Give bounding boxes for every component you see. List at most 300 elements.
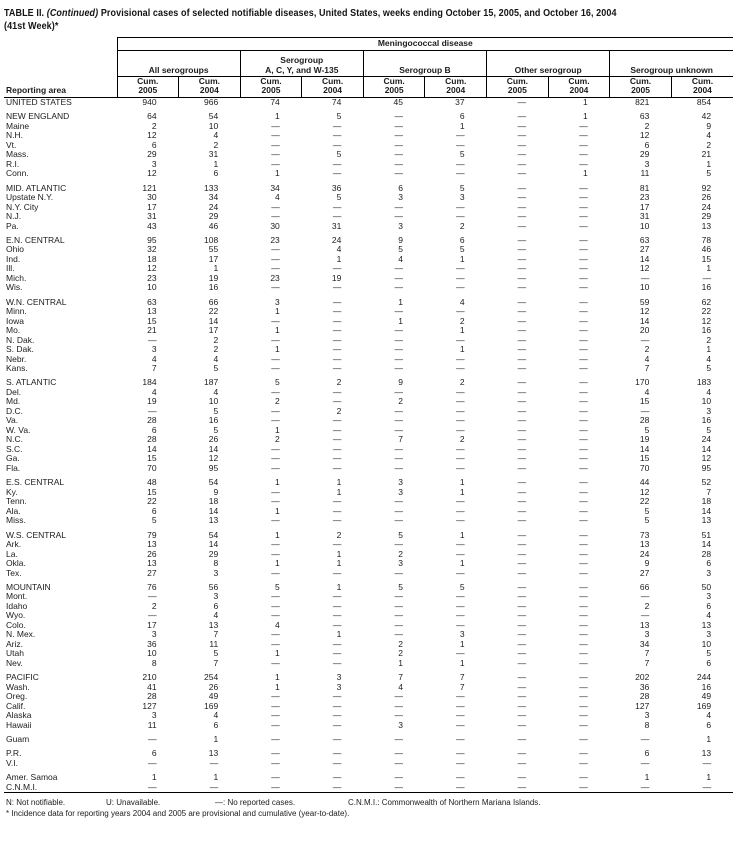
footnote-incidence-note: * Incidence data for reporting years 2004 and 2005 are provisional and cumulative (year-to-date). <box>6 808 350 818</box>
value-cell: — <box>456 539 465 550</box>
value-cell: 9 <box>213 486 219 497</box>
value-cell: — <box>394 619 403 630</box>
value-cell: — <box>332 462 342 473</box>
value-cell: 169 <box>696 700 712 711</box>
value-cell: 2 <box>213 334 219 345</box>
reporting-area-cell: Wyo. <box>6 610 26 621</box>
table-row <box>4 307 733 317</box>
value-cell: 18 <box>208 496 219 507</box>
value-cell: 3 <box>398 486 403 497</box>
value-cell: — <box>517 415 527 426</box>
column-header-cum <box>548 77 610 98</box>
value-cell: 3 <box>336 681 342 692</box>
value-cell: 13 <box>147 558 157 569</box>
value-cell: — <box>456 139 465 150</box>
value-cell: 2 <box>398 648 403 659</box>
value-cell: — <box>456 610 465 621</box>
value-cell: 2 <box>706 139 712 150</box>
value-cell: 1 <box>706 344 712 355</box>
value-cell: 5 <box>644 515 650 526</box>
value-cell: — <box>332 211 342 222</box>
value-cell: 17 <box>208 253 219 264</box>
value-cell: 10 <box>147 648 157 659</box>
table-row <box>4 160 733 170</box>
value-cell: 5 <box>213 363 219 374</box>
value-cell: — <box>456 405 465 416</box>
value-cell: 821 <box>635 97 650 107</box>
reporting-area-cell: Pa. <box>6 220 19 231</box>
value-cell: 16 <box>701 681 712 692</box>
value-cell: 21 <box>701 149 712 160</box>
value-cell: — <box>394 353 403 364</box>
table-row <box>4 497 733 507</box>
reporting-area-cell: Ind. <box>6 253 21 264</box>
group-header-serogroup-acyw135 <box>240 51 363 77</box>
value-cell: — <box>579 306 588 317</box>
value-cell: 16 <box>208 282 219 293</box>
value-cell: 11 <box>640 168 650 179</box>
table-title-week: (41st Week)* <box>4 21 59 32</box>
value-cell: 1 <box>706 263 712 274</box>
value-cell: — <box>148 757 157 768</box>
value-cell: 1 <box>213 158 219 169</box>
value-cell: — <box>517 296 527 307</box>
table-section <box>4 98 733 108</box>
table-row <box>4 759 733 769</box>
value-cell: 12 <box>639 130 650 141</box>
table-title-text: Provisional cases of selected notifiable diseases, United States, weeks ending October 15, 2005, and October 16, 2004 <box>100 8 617 19</box>
value-cell: — <box>271 710 280 721</box>
value-cell: 6 <box>644 748 650 759</box>
value-cell: — <box>332 130 342 141</box>
value-cell: — <box>148 334 157 345</box>
value-cell: 54 <box>208 111 219 122</box>
value-cell: — <box>517 672 527 683</box>
value-cell: — <box>271 244 280 255</box>
table-row <box>4 298 733 308</box>
value-cell: 13 <box>147 306 157 317</box>
value-cell: 8 <box>644 719 650 730</box>
value-cell: — <box>332 315 342 326</box>
value-cell: 1 <box>275 168 280 179</box>
value-cell: 2 <box>706 334 712 345</box>
value-cell: — <box>394 363 403 374</box>
value-cell: — <box>456 424 465 435</box>
footnote-not-notifiable: N: Not notifiable. <box>6 797 66 807</box>
value-cell: 4 <box>213 710 219 721</box>
reporting-area-cell: R.I. <box>6 158 20 169</box>
reporting-area-cell: Oreg. <box>6 691 28 702</box>
value-cell: — <box>209 781 219 792</box>
value-cell: — <box>517 130 527 141</box>
reporting-area-cell: Ohio <box>6 244 24 255</box>
table-row <box>4 611 733 621</box>
value-cell: 10 <box>639 220 650 231</box>
value-cell: 49 <box>208 691 219 702</box>
value-cell: 24 <box>639 548 650 559</box>
value-cell: — <box>517 220 527 231</box>
group-header-other-serogroup <box>487 51 610 77</box>
value-cell: — <box>456 710 465 721</box>
value-cell: — <box>271 462 280 473</box>
value-cell: 4 <box>151 353 157 364</box>
value-cell: 12 <box>639 263 650 274</box>
table-row <box>4 245 733 255</box>
value-cell: — <box>394 757 403 768</box>
value-cell: 5 <box>336 192 342 203</box>
value-cell: — <box>271 691 280 702</box>
value-cell: 202 <box>635 672 650 683</box>
value-cell: 121 <box>142 182 157 193</box>
table-row <box>4 640 733 650</box>
table-row <box>4 445 733 455</box>
value-cell: — <box>579 496 588 507</box>
value-cell: 92 <box>701 182 712 193</box>
value-cell: — <box>332 600 342 611</box>
value-cell: 1 <box>583 111 588 122</box>
value-cell: — <box>332 201 342 212</box>
value-cell: — <box>517 306 527 317</box>
value-cell: 3 <box>459 192 465 203</box>
value-cell: — <box>456 158 465 169</box>
value-cell: 4 <box>706 386 712 397</box>
value-cell: — <box>394 201 403 212</box>
value-cell: 6 <box>459 111 465 122</box>
value-cell: — <box>394 168 403 179</box>
value-cell: 3 <box>213 591 219 602</box>
reporting-area-cell: UNITED STATES <box>6 97 72 107</box>
table-section <box>4 293 733 374</box>
value-cell: — <box>456 462 465 473</box>
value-cell: 31 <box>208 149 219 160</box>
cum-year: 2004 <box>446 85 466 95</box>
reporting-area-cell: Minn. <box>6 306 27 317</box>
reporting-area-cell: Colo. <box>6 619 26 630</box>
value-cell: 1 <box>275 505 280 516</box>
value-cell: 15 <box>639 396 650 407</box>
reporting-area-cell: Wash. <box>6 681 30 692</box>
table-row <box>4 721 733 731</box>
value-cell: 108 <box>204 234 219 245</box>
value-cell: — <box>517 619 527 630</box>
value-cell: 2 <box>336 377 342 388</box>
value-cell: — <box>517 244 527 255</box>
table-row <box>4 454 733 464</box>
reporting-area-cell: N.C. <box>6 434 23 445</box>
reporting-area-cell: PACIFIC <box>6 672 39 683</box>
value-cell: — <box>394 424 403 435</box>
cum-label: Cum. <box>321 76 344 86</box>
value-cell: — <box>579 657 588 668</box>
table-row <box>4 602 733 612</box>
value-cell: 7 <box>151 363 157 374</box>
value-cell: 14 <box>701 443 712 454</box>
value-cell: 4 <box>398 681 403 692</box>
value-cell: — <box>517 282 527 293</box>
cum-year: 2004 <box>199 85 219 95</box>
table-row <box>4 711 733 721</box>
reporting-area-cell: E.N. CENTRAL <box>6 234 65 245</box>
value-cell: — <box>517 700 527 711</box>
value-cell: 1 <box>213 733 219 744</box>
value-cell: — <box>517 353 527 364</box>
reporting-area-cell: C.N.M.I. <box>6 781 38 792</box>
value-cell: — <box>517 529 527 540</box>
footnotes <box>4 798 733 819</box>
reporting-area-cell: Mo. <box>6 325 21 336</box>
value-cell: — <box>271 211 280 222</box>
table-row <box>4 98 733 108</box>
table-row <box>4 783 733 793</box>
serogroup-header-row <box>4 51 733 77</box>
cum-label: Cum. <box>137 76 159 86</box>
value-cell: — <box>271 781 280 792</box>
reporting-area-cell: S. ATLANTIC <box>6 377 57 388</box>
value-cell: — <box>517 97 527 107</box>
value-cell: — <box>517 253 527 264</box>
value-cell: — <box>271 610 280 621</box>
value-cell: 3 <box>151 344 157 355</box>
value-cell: — <box>579 505 588 516</box>
value-cell: 4 <box>706 610 712 621</box>
value-cell: 37 <box>455 97 465 107</box>
value-cell: 24 <box>208 201 219 212</box>
value-cell: — <box>394 386 403 397</box>
value-cell: — <box>517 629 527 640</box>
value-cell: 23 <box>270 272 280 283</box>
value-cell: 62 <box>701 296 712 307</box>
value-cell: — <box>332 306 342 317</box>
value-cell: 48 <box>147 477 157 488</box>
value-cell: — <box>517 434 527 445</box>
value-cell: 17 <box>208 325 219 336</box>
value-cell: — <box>456 748 465 759</box>
value-cell: — <box>517 691 527 702</box>
value-cell: 2 <box>644 344 650 355</box>
value-cell: — <box>579 386 588 397</box>
value-cell: — <box>517 453 527 464</box>
table-row <box>4 364 733 374</box>
value-cell: 1 <box>459 325 465 336</box>
value-cell: — <box>148 405 157 416</box>
value-cell: 4 <box>213 353 219 364</box>
value-cell: 127 <box>142 700 157 711</box>
value-cell: — <box>332 396 342 407</box>
reporting-area-cell: N. Mex. <box>6 629 36 640</box>
value-cell: — <box>394 325 403 336</box>
value-cell: 1 <box>275 111 280 122</box>
value-cell: 28 <box>701 548 712 559</box>
table-row <box>4 255 733 265</box>
value-cell: 14 <box>639 253 650 264</box>
value-cell: 12 <box>701 315 712 326</box>
value-cell: 4 <box>398 253 403 264</box>
value-cell: 34 <box>208 192 219 203</box>
value-cell: — <box>394 120 403 131</box>
table-bottom-rule-cell <box>4 793 733 796</box>
value-cell: 13 <box>701 619 712 630</box>
reporting-area-cell: Ga. <box>6 453 20 464</box>
value-cell: — <box>456 201 465 212</box>
value-cell: — <box>332 710 342 721</box>
value-cell: 1 <box>275 325 280 336</box>
value-cell: — <box>332 757 342 768</box>
value-cell: — <box>579 529 588 540</box>
value-cell: 13 <box>208 619 219 630</box>
value-cell: — <box>394 567 403 578</box>
value-cell: 14 <box>208 443 219 454</box>
value-cell: — <box>579 158 588 169</box>
value-cell: — <box>394 453 403 464</box>
value-cell: — <box>456 700 465 711</box>
value-cell: — <box>579 486 588 497</box>
value-cell: — <box>579 353 588 364</box>
reporting-area-cell: Tenn. <box>6 496 27 507</box>
value-cell: 6 <box>151 139 157 150</box>
value-cell: — <box>517 377 527 388</box>
value-cell: 81 <box>639 182 650 193</box>
value-cell: 55 <box>208 244 219 255</box>
value-cell: 2 <box>275 396 280 407</box>
value-cell: — <box>271 733 280 744</box>
value-cell: 63 <box>147 296 157 307</box>
table-row <box>4 516 733 526</box>
reporting-area-cell: S. Dak. <box>6 344 34 355</box>
value-cell: 2 <box>336 529 342 540</box>
value-cell: 13 <box>701 220 712 231</box>
value-cell: 1 <box>213 263 219 274</box>
value-cell: — <box>394 496 403 507</box>
value-cell: — <box>579 443 588 454</box>
value-cell: 1 <box>706 733 712 744</box>
value-cell: 15 <box>701 253 712 264</box>
value-cell: — <box>394 781 403 792</box>
value-cell: 187 <box>204 377 219 388</box>
value-cell: — <box>579 600 588 611</box>
table-row <box>4 283 733 293</box>
value-cell: 6 <box>706 600 712 611</box>
reporting-area-cell: Wis. <box>6 282 23 293</box>
value-cell: — <box>271 638 280 649</box>
value-cell: — <box>148 591 157 602</box>
value-cell: — <box>579 234 588 245</box>
table-row <box>4 397 733 407</box>
value-cell: — <box>332 363 342 374</box>
table-section <box>4 526 733 578</box>
value-cell: — <box>517 648 527 659</box>
value-cell: — <box>394 149 403 160</box>
value-cell: 1 <box>398 657 403 668</box>
value-cell: — <box>517 477 527 488</box>
value-cell: 19 <box>208 272 219 283</box>
value-cell: — <box>332 424 342 435</box>
value-cell: 6 <box>213 600 219 611</box>
value-cell: 21 <box>147 325 157 336</box>
value-cell: 28 <box>147 434 157 445</box>
value-cell: — <box>517 581 527 592</box>
value-cell: 1 <box>459 344 465 355</box>
value-cell: 2 <box>459 434 465 445</box>
value-cell: — <box>579 558 588 569</box>
column-header-cum <box>425 77 487 98</box>
value-cell: — <box>579 477 588 488</box>
value-cell: — <box>579 201 588 212</box>
value-cell: — <box>579 211 588 222</box>
table-section <box>4 374 733 474</box>
value-cell: 14 <box>147 443 157 454</box>
reporting-area-cell: Alaska <box>6 710 32 721</box>
value-cell: 5 <box>459 149 465 160</box>
value-cell: 12 <box>147 263 157 274</box>
table-row <box>4 540 733 550</box>
table-row <box>4 478 733 488</box>
table-section <box>4 108 733 179</box>
value-cell: — <box>579 748 588 759</box>
value-cell: — <box>456 263 465 274</box>
column-header-cum <box>240 77 302 98</box>
value-cell: — <box>209 757 219 768</box>
table-section <box>4 768 733 792</box>
value-cell: 23 <box>639 192 650 203</box>
table-row <box>4 735 733 745</box>
value-cell: 3 <box>706 591 712 602</box>
table-row <box>4 150 733 160</box>
value-cell: — <box>579 691 588 702</box>
value-cell: 3 <box>398 220 403 231</box>
value-cell: — <box>332 386 342 397</box>
column-header-cum <box>179 77 241 98</box>
value-cell: 12 <box>639 486 650 497</box>
value-cell: — <box>394 505 403 516</box>
table-row <box>4 773 733 783</box>
value-cell: — <box>579 396 588 407</box>
reporting-area-cell: D.C. <box>6 405 23 416</box>
value-cell: 6 <box>459 234 465 245</box>
cum-label: Cum. <box>260 76 282 86</box>
table-row <box>4 122 733 132</box>
value-cell: 23 <box>270 234 280 245</box>
value-cell: — <box>271 515 280 526</box>
value-cell: — <box>517 386 527 397</box>
value-cell: 42 <box>701 111 712 122</box>
value-cell: — <box>517 496 527 507</box>
header-blank-cell <box>4 51 117 77</box>
value-cell: — <box>456 282 465 293</box>
value-cell: 36 <box>331 182 342 193</box>
value-cell: 46 <box>701 244 712 255</box>
reporting-area-cell: Calif. <box>6 700 26 711</box>
value-cell: — <box>456 496 465 507</box>
value-cell: 9 <box>398 377 403 388</box>
reporting-area-cell: Ky. <box>6 486 18 497</box>
value-cell: 19 <box>331 272 342 283</box>
value-cell: 4 <box>706 130 712 141</box>
reporting-area-cell: Guam <box>6 733 30 744</box>
value-cell: 4 <box>706 353 712 364</box>
value-cell: 36 <box>639 681 650 692</box>
value-cell: — <box>517 610 527 621</box>
value-cell: 22 <box>701 306 712 317</box>
value-cell: 13 <box>701 515 712 526</box>
value-cell: — <box>517 757 527 768</box>
value-cell: 1 <box>275 344 280 355</box>
cum-label: Cum. <box>383 76 405 86</box>
value-cell: — <box>517 263 527 274</box>
value-cell: — <box>579 363 588 374</box>
value-cell: 133 <box>204 182 219 193</box>
value-cell: — <box>332 282 342 293</box>
value-cell: 29 <box>639 149 650 160</box>
